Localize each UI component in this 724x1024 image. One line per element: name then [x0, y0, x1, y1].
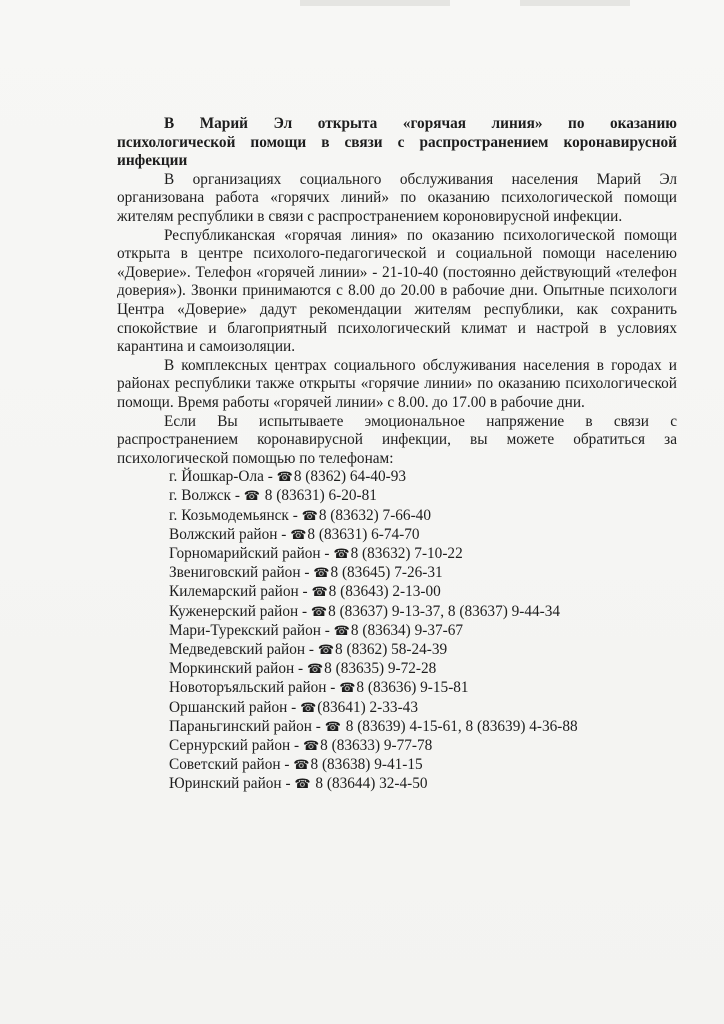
- phone-place-label: Новоторъяльский район -: [169, 679, 340, 697]
- phone-place-label: Юринский район -: [169, 775, 295, 793]
- scan-edge-mark: [520, 0, 630, 6]
- phone-number: (83641) 2-33-43: [317, 698, 418, 716]
- telephone-icon: ☎: [324, 719, 341, 735]
- phone-number: 8 (8362) 64-40-93: [293, 468, 406, 486]
- paragraph-district-centers: В комплексных центрах социального обслуживания населения в городах и районах республики также открыты «горячие линии» по оказанию психологической помощи. Время работы «горячей линии» с 8.00. до 17.00 в рабочие дни.: [117, 356, 677, 411]
- phone-list-item: [169, 641, 677, 660]
- phone-place-label: Оршанский район -: [169, 698, 301, 716]
- phone-place-label: Килемарский район -: [169, 583, 312, 601]
- phone-list-item: [169, 699, 677, 718]
- telephone-icon: ☎: [301, 508, 318, 524]
- telephone-icon: ☎: [306, 662, 324, 678]
- phone-number: 8 (8362) 58-24-39: [335, 640, 448, 658]
- phone-list-item: [169, 603, 677, 622]
- phone-number: 8 (83635) 9-72-28: [324, 660, 437, 678]
- telephone-icon: ☎: [311, 585, 328, 601]
- phone-number: 8 (83633) 9-77-78: [320, 736, 433, 754]
- document-body: [117, 115, 677, 794]
- title-line-3: инфекции: [117, 152, 188, 170]
- phone-place-label: Советский район -: [169, 756, 294, 774]
- phone-number: 8 (83634) 9-37-67: [350, 621, 464, 639]
- telephone-icon: ☎: [333, 547, 350, 563]
- phone-place-label: Куженерский район -: [169, 602, 311, 620]
- phone-number: 8 (83645) 7-26-31: [330, 564, 443, 582]
- phone-place-label: г. Козьмодемьянск -: [169, 506, 302, 524]
- telephone-icon: ☎: [333, 623, 350, 639]
- document-title: [117, 115, 677, 171]
- phone-list-item: [169, 526, 677, 545]
- telephone-icon: ☎: [290, 527, 307, 543]
- phone-list-item: [169, 487, 677, 506]
- phone-place-label: Звениговский район -: [169, 564, 314, 582]
- phone-number: 8 (83631) 6-74-70: [307, 525, 420, 543]
- phone-place-label: г. Йошкар-Ола -: [169, 468, 277, 486]
- phone-number: 8 (83632) 7-10-22: [350, 545, 463, 563]
- telephone-icon: ☎: [310, 604, 328, 620]
- paragraph-republic-line: Республиканская «горячая линия» по оказанию психологической помощи открыта в центре психолого-педагогической и социальной помощи населению «Доверие». Телефон «горячей линии» - 21-10-40 (постоянно действующий «телефон доверия»). Звонки принимаются с 8.00 до 20.00 в рабочие дни. Опытные психологи Центра «Доверие» дадут рекомендации жителям республики, как сохранить спокойствие и благоприятный психологический климат и настрой в условиях карантина и самоизоляции.: [117, 226, 677, 356]
- telephone-icon: ☎: [276, 470, 293, 486]
- telephone-icon: ☎: [300, 700, 317, 716]
- phone-number: 8 (83643) 2-13-00: [328, 583, 441, 601]
- phone-number: 8 (83639) 4-15-61, 8 (83639) 4-36-88: [341, 717, 578, 735]
- telephone-icon: ☎: [313, 566, 330, 582]
- telephone-icon: ☎: [243, 489, 260, 505]
- phone-list-item: [169, 507, 677, 526]
- phone-number: 8 (83637) 9-13-37, 8 (83637) 9-44-34: [328, 602, 561, 620]
- title-line-2: психологической помощи в связи с распространением коронавирусной: [117, 133, 677, 151]
- paragraph-call-to-action: Если Вы испытываете эмоциональное напряжение в связи с распространением коронавирусной инфекции, вы можете обратиться за психологической помощью по телефонам:: [117, 412, 677, 467]
- phone-list-item: [169, 756, 677, 775]
- phone-list-item: [169, 564, 677, 583]
- telephone-icon: ☎: [339, 681, 356, 697]
- phone-place-label: Волжский район -: [169, 525, 291, 543]
- phone-place-label: Параньгинский район -: [169, 717, 325, 735]
- phone-list-item: [169, 775, 677, 794]
- phone-list-item: [169, 660, 677, 679]
- phone-number: 8 (83631) 6-20-81: [260, 487, 377, 505]
- phone-list-item: [169, 583, 677, 602]
- phone-place-label: Горномарийский район -: [169, 545, 334, 563]
- telephone-icon: ☎: [293, 758, 310, 774]
- phone-list: [117, 468, 677, 794]
- phone-place-label: Мари-Турекский район -: [169, 621, 334, 639]
- title-line-1: В Марий Эл открыта «горячая линия» по оказанию: [164, 115, 677, 132]
- phone-list-item: [169, 468, 677, 487]
- phone-number: 8 (83636) 9-15-81: [356, 679, 469, 697]
- phone-number: 8 (83632) 7-66-40: [318, 506, 431, 524]
- telephone-icon: ☎: [317, 642, 335, 658]
- phone-number: 8 (83638) 9-41-15: [310, 756, 423, 774]
- paragraph-intro: В организациях социального обслуживания населения Марий Эл организована работа «горячих линий» по оказанию психологической помощи жителям республики в связи с распространением короновирусной инфекции.: [117, 170, 677, 225]
- phone-list-item: [169, 718, 677, 737]
- phone-list-item: [169, 737, 677, 756]
- phone-list-item: [169, 679, 677, 698]
- phone-number: 8 (83644) 32-4-50: [311, 775, 428, 793]
- telephone-icon: ☎: [302, 738, 320, 754]
- phone-place-label: Медведевский район -: [169, 640, 318, 658]
- scan-edge-mark: [300, 0, 450, 6]
- phone-place-label: Моркинский район -: [169, 660, 307, 678]
- phone-place-label: Сернурский район -: [169, 736, 303, 754]
- phone-list-item: [169, 545, 677, 564]
- phone-list-item: [169, 622, 677, 641]
- phone-place-label: г. Волжск -: [169, 487, 244, 505]
- telephone-icon: ☎: [294, 777, 311, 793]
